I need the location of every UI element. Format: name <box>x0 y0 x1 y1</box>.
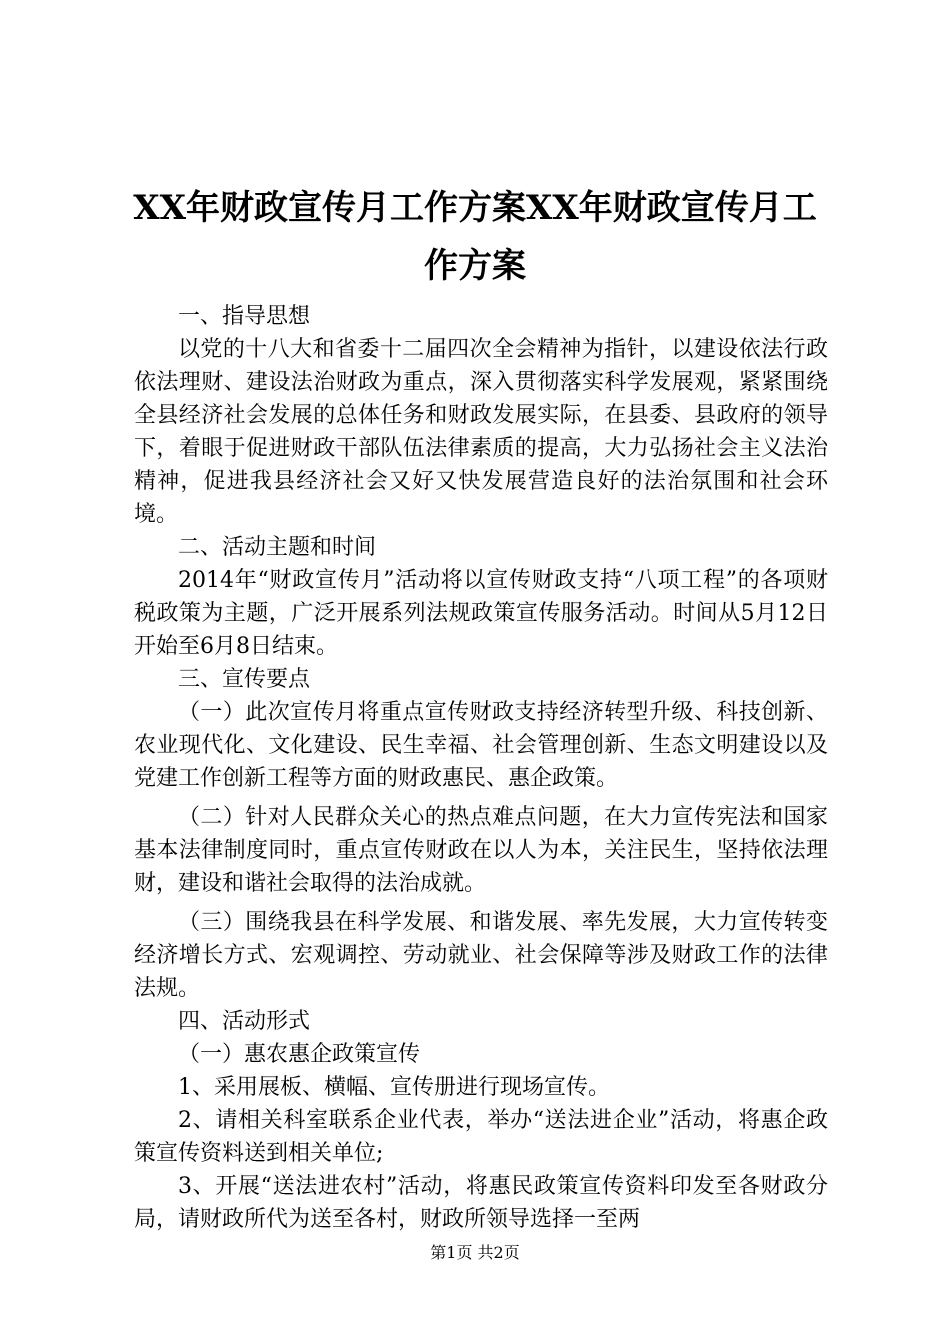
section-heading-guiding-thought: 一、指导思想 <box>178 304 311 329</box>
list-item-3: 3、开展“送法进农村”活动，将惠民政策宣传资料印发至各财政分局，请财政所代为送至各村，财政所领导选择一至两 <box>134 1174 828 1232</box>
list-item-2: 2、请相关科室联系企业代表，举办“送法进企业”活动，将惠企政策宣传资料送到相关单位; <box>134 1108 828 1166</box>
paragraph-theme-and-time: 2014年“财政宣传月”活动将以宣传财政支持“八项工程”的各项财税政策为主题，广泛开展系列法规政策宣传服务活动。时间从5月12日开始至6月8日结束。 <box>134 568 828 659</box>
list-item-1: 1、采用展板、横幅、宣传册进行现场宣传。 <box>178 1075 610 1100</box>
document-title-line-1: XX年财政宣传月工作方案XX年财政宣传月工 <box>133 188 817 228</box>
page-number-footer: 第1页 共2页 <box>430 1243 520 1262</box>
section-heading-key-points: 三、宣传要点 <box>178 667 311 692</box>
document-body <box>134 300 828 1236</box>
section-heading-theme-and-time: 二、活动主题和时间 <box>178 535 377 560</box>
paragraph-key-point-3: （三）围绕我县在科学发展、和谐发展、率先发展，大力宣传转变经济增长方式、宏观调控、劳动就业、社会保障等涉及财政工作的法律法规。 <box>134 910 828 1001</box>
subheading-policy-promotion: （一）惠农惠企政策宣传 <box>178 1042 421 1067</box>
paragraph-key-point-1: （一）此次宣传月将重点宣传财政支持经济转型升级、科技创新、农业现代化、文化建设、民生幸福、社会管理创新、生态文明建设以及党建工作创新工程等方面的财政惠民、惠企政策。 <box>134 700 828 791</box>
document-title-line-2: 作方案 <box>424 246 526 286</box>
section-heading-activity-forms: 四、活动形式 <box>178 1009 311 1034</box>
paragraph-guiding-thought: 以党的十八大和省委十二届四次全会精神为指针，以建设依法行政依法理财、建设法治财政为重点，深入贯彻落实科学发展观，紧紧围绕全县经济社会发展的总体任务和财政发展实际，在县委、县政府的领导下，着眼于促进财政干部队伍法律素质的提高，大力弘扬社会主义法治精神，促进我县经济社会又好又快发展营造良好的法治氛围和社会环境。 <box>134 337 828 527</box>
paragraph-key-point-2: （二）针对人民群众关心的热点难点问题，在大力宣传宪法和国家基本法律制度同时，重点宣传财政在以人为本，关注民生，坚持依法理财，建设和谐社会取得的法治成就。 <box>134 805 828 896</box>
